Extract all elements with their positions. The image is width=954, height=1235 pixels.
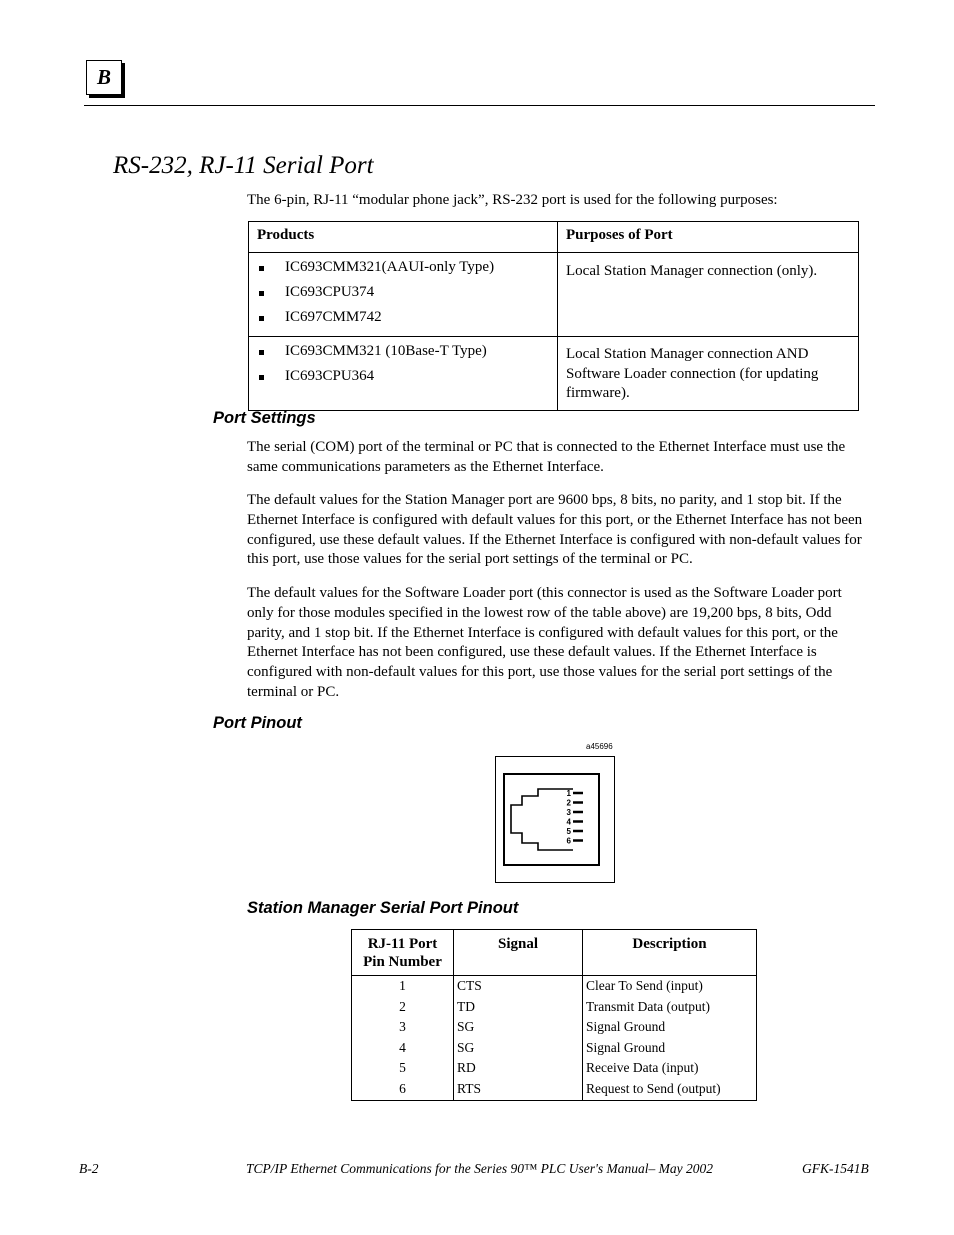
pin-number-header <box>352 930 454 976</box>
description-cell: Signal Ground <box>583 1038 757 1059</box>
products-header: Products <box>249 222 558 253</box>
description-header: Description <box>583 930 757 976</box>
signal-cell: RTS <box>454 1079 583 1100</box>
product-item: IC693CPU374 <box>257 280 549 305</box>
products-table-header <box>249 222 859 253</box>
pin-header-line1: RJ-11 Port <box>367 936 438 952</box>
pin-contacts <box>573 793 583 841</box>
pin-header-line2: Pin Number <box>363 954 442 970</box>
port-pinout-heading: Port Pinout <box>213 714 302 732</box>
signal-cell: RD <box>454 1058 583 1079</box>
description-cell: Transmit Data (output) <box>583 997 757 1018</box>
pin-label: 1 <box>566 789 571 798</box>
product-item: IC693CPU364 <box>257 364 549 389</box>
products-cell <box>249 337 558 411</box>
chapter-tab <box>86 60 122 95</box>
signal-cell: CTS <box>454 976 583 997</box>
signal-header: Signal <box>454 930 583 976</box>
products-table <box>248 221 859 411</box>
pin-cell: 6 <box>352 1079 454 1100</box>
port-settings-paragraph: The serial (COM) port of the terminal or PC that is connected to the Ethernet Interface must use the same communications parameters as the Ethernet Interface. <box>247 439 846 475</box>
port-settings-paragraph: The default values for the Station Manager port are 9600 bps, 8 bits, no parity, and 1 stop bit. If the Ethernet Interface is configured with default values for this port, or the Ethernet Interface has not been configured, use these default values. If the Ethernet Interface is configured with non-default values for this port, use those values for the serial port settings of the terminal or PC. <box>247 492 863 568</box>
rj11-jack-diagram <box>495 756 615 884</box>
jack-outer-frame <box>496 757 615 883</box>
table-row <box>352 976 757 997</box>
pinout-table <box>351 929 757 1101</box>
description-cell: Receive Data (input) <box>583 1058 757 1079</box>
figure-id: a45696 <box>586 742 613 751</box>
table-row <box>352 1058 757 1079</box>
description-cell: Clear To Send (input) <box>583 976 757 997</box>
pin-cell: 5 <box>352 1058 454 1079</box>
pinout-table-header <box>352 930 757 976</box>
purpose-cell: Local Station Manager connection (only). <box>558 253 859 337</box>
pin-cell: 4 <box>352 1038 454 1059</box>
product-item: IC693CMM321 (10Base-T Type) <box>257 339 549 364</box>
jack-opening-outline <box>511 789 573 850</box>
pin-label: 6 <box>566 836 571 846</box>
products-list <box>257 255 549 330</box>
product-item: IC693CMM321(AAUI-only Type) <box>257 255 549 280</box>
products-table-row <box>249 253 859 337</box>
pin-cell: 1 <box>352 976 454 997</box>
header-rule <box>84 105 875 106</box>
pin-cell: 2 <box>352 997 454 1018</box>
table-row <box>352 1017 757 1038</box>
purpose-cell: Local Station Manager connection AND Software Loader connection (for updating firmware). <box>558 337 859 411</box>
products-list <box>257 339 549 403</box>
description-cell: Request to Send (output) <box>583 1079 757 1100</box>
pin-label: 3 <box>566 808 571 817</box>
section-title: RS-232, RJ-11 Serial Port <box>113 152 374 179</box>
port-settings-heading: Port Settings <box>213 409 316 427</box>
pin-label: 2 <box>566 798 571 808</box>
table-row <box>352 1079 757 1100</box>
signal-cell: SG <box>454 1038 583 1059</box>
purposes-header: Purposes of Port <box>558 222 859 253</box>
signal-cell: SG <box>454 1017 583 1038</box>
description-cell: Signal Ground <box>583 1017 757 1038</box>
footer-doc-id: GFK-1541B <box>802 1161 869 1176</box>
table-row <box>352 1038 757 1059</box>
products-cell <box>249 253 558 337</box>
port-settings-paragraph: The default values for the Software Loader port (this connector is used as the Software Loader port only for those modules specified in the lowest row of the table above) are 19,200 bps, 8 bits, Odd parity, and 1 stop bit. If the Ethernet Interface is configured with default values for this port, or the Ethernet Interface has not been configured, use these default values. If the Ethernet Interface is configured with non-default values for this port, use those values for the serial port settings of the terminal or PC. <box>247 585 842 700</box>
footer-title: TCP/IP Ethernet Communications for the Series 90™ PLC User's Manual– May 2002 <box>246 1161 713 1176</box>
pin-cell: 3 <box>352 1017 454 1038</box>
footer-page-number: B-2 <box>79 1161 99 1176</box>
pin-label: 5 <box>566 827 571 836</box>
section-intro: The 6-pin, RJ-11 “modular phone jack”, RS-232 port is used for the following purposes: <box>247 192 778 208</box>
pin-label: 4 <box>566 817 571 827</box>
products-table-row <box>249 337 859 411</box>
product-item: IC697CMM742 <box>257 305 549 330</box>
station-manager-heading: Station Manager Serial Port Pinout <box>247 899 519 917</box>
signal-cell: TD <box>454 997 583 1018</box>
jack-housing <box>504 774 599 865</box>
table-row <box>352 997 757 1018</box>
chapter-letter: B <box>96 65 111 89</box>
